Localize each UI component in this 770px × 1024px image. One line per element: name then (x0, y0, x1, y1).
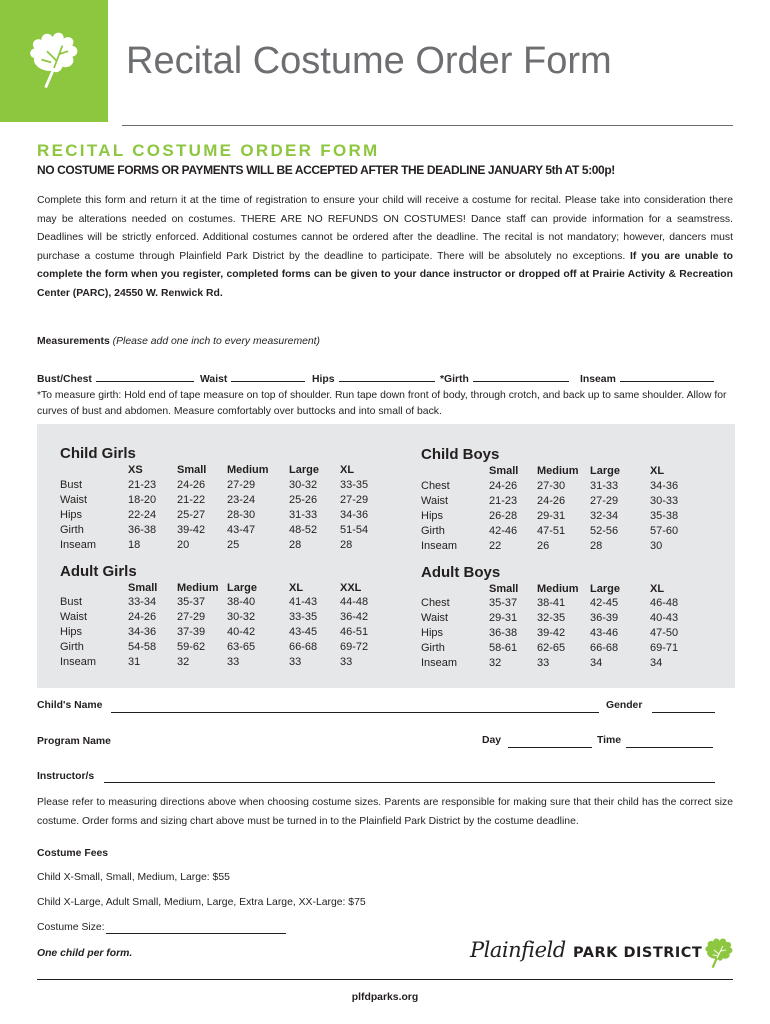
size-cell: 25-27 (177, 509, 206, 521)
hips-label: Hips (312, 374, 335, 385)
measurements-note: (Please add one inch to every measurement) (112, 336, 321, 347)
footer-url[interactable]: plfdparks.org (351, 992, 419, 1003)
logo-leaf-icon (703, 936, 735, 970)
size-cell: 21-23 (489, 495, 518, 507)
size-cell: 31-33 (289, 509, 318, 521)
oak-leaf-icon (19, 26, 89, 96)
size-cell: 48-52 (289, 524, 318, 536)
girth-label: *Girth (440, 374, 469, 385)
row-label: Waist (60, 494, 88, 506)
page-title: Recital Costume Order Form (126, 40, 612, 82)
size-cell: 30-32 (289, 479, 318, 491)
size-header: XXL (340, 582, 362, 594)
title-divider (122, 125, 733, 126)
row-label: Bust (60, 479, 83, 491)
size-cell: 32-35 (537, 612, 566, 624)
size-cell: 21-23 (128, 479, 157, 491)
size-cell: 29-31 (537, 510, 566, 522)
size-header: Small (128, 582, 158, 594)
size-cell: 25-26 (289, 494, 318, 506)
size-cell: 39-42 (537, 627, 566, 639)
size-cell: 36-42 (340, 611, 369, 623)
size-header: Large (227, 582, 257, 594)
size-cell: 37-39 (177, 626, 206, 638)
row-label: Girth (421, 642, 445, 654)
one-child-note: One child per form. (37, 948, 133, 959)
size-cell: 33 (340, 656, 353, 668)
size-cell: 34 (650, 657, 663, 669)
time-label: Time (597, 735, 622, 746)
size-cell: 47-51 (537, 525, 566, 537)
costume-size-label: Costume Size: (37, 922, 105, 933)
girth-blank[interactable] (473, 372, 569, 382)
row-label: Girth (421, 525, 445, 537)
row-label: Hips (421, 510, 444, 522)
size-cell: 21-22 (177, 494, 206, 506)
size-cell: 22-24 (128, 509, 157, 521)
size-cell: 33-34 (128, 596, 157, 608)
size-cell: 27-29 (340, 494, 369, 506)
size-cell: 39-42 (177, 524, 206, 536)
fee-item: Child X-Large, Adult Small, Medium, Large, Extra Large, XX-Large: $75 (37, 897, 366, 908)
size-cell: 58-61 (489, 642, 518, 654)
size-cell: 24-26 (489, 480, 518, 492)
size-cell: 52-56 (590, 525, 619, 537)
size-cell: 31 (128, 656, 141, 668)
size-cell: 25 (227, 539, 240, 551)
size-cell: 31-33 (590, 480, 619, 492)
size-cell: 42-45 (590, 597, 619, 609)
size-cell: 43-47 (227, 524, 256, 536)
intro-paragraph (37, 192, 733, 304)
size-cell: 33 (289, 656, 302, 668)
size-cell: 38-41 (537, 597, 566, 609)
size-cell: 62-65 (537, 642, 566, 654)
measurements-title (37, 336, 320, 347)
size-cell: 28 (590, 540, 603, 552)
logo-bold-text: PARK DISTRICT (573, 945, 703, 961)
size-cell: 33-35 (340, 479, 369, 491)
day-field[interactable] (508, 747, 592, 748)
size-cell: 46-48 (650, 597, 679, 609)
instructors-label: Instructor/s (37, 771, 95, 782)
header-leaf-panel (0, 0, 108, 122)
waist-field[interactable] (200, 372, 305, 385)
size-header: Large (590, 583, 620, 595)
size-header: XL (650, 583, 665, 595)
size-cell: 35-38 (650, 510, 679, 522)
intro-text: Complete this form and return it at the time of registration to ensure your child will receive a costume for recital. Please take into consideration there may be alterations needed on costumes. THERE ARE NO REFUNDS ON COSTUMES! Dance staff can provide information for a seamstress. Deadlines will be strictly enforced. Additional costumes cannot be ordered after the deadline. The recital is not mandatory; however, dancers must purchase a costume through Plainfield Park District by the deadline to participate. There will be absolutely no exceptions. (37, 195, 733, 262)
size-cell: 59-62 (177, 641, 206, 653)
row-label: Chest (421, 480, 450, 492)
size-header: Small (177, 464, 207, 476)
size-cell: 33-35 (289, 611, 318, 623)
size-cell: 32-34 (590, 510, 619, 522)
inseam-field[interactable] (580, 372, 714, 385)
childs-name-field[interactable] (111, 712, 599, 713)
size-header: Large (590, 465, 620, 477)
size-cell: 57-60 (650, 525, 679, 537)
bust-chest-label: Bust/Chest (37, 374, 92, 385)
footer-divider (37, 979, 733, 980)
size-cell: 30-33 (650, 495, 679, 507)
size-cell: 23-24 (227, 494, 256, 506)
size-header: Medium (227, 464, 269, 476)
size-header: XL (340, 464, 355, 476)
size-cell: 20 (177, 539, 190, 551)
size-cell: 51-54 (340, 524, 369, 536)
instructors-field[interactable] (104, 782, 715, 783)
row-label: Girth (60, 524, 84, 536)
size-cell: 18-20 (128, 494, 157, 506)
size-cell: 54-58 (128, 641, 157, 653)
size-chart-panel (37, 424, 735, 688)
deadline-notice: NO COSTUME FORMS OR PAYMENTS WILL BE ACCEPTED AFTER THE DEADLINE JANUARY 5th AT 5:00p! (37, 163, 615, 177)
size-header: Medium (177, 582, 219, 594)
size-cell: 27-29 (590, 495, 619, 507)
size-cell: 26 (537, 540, 550, 552)
row-label: Inseam (60, 539, 97, 551)
size-cell: 66-68 (289, 641, 318, 653)
size-cell: 26-28 (489, 510, 518, 522)
size-cell: 30 (650, 540, 663, 552)
size-cell: 34-36 (340, 509, 369, 521)
size-header: XL (650, 465, 665, 477)
size-cell: 18 (128, 539, 141, 551)
size-cell: 63-65 (227, 641, 256, 653)
child-girls-title: Child Girls (60, 445, 136, 462)
gender-label: Gender (606, 700, 643, 711)
size-cell: 24-26 (128, 611, 157, 623)
row-label: Waist (60, 611, 88, 623)
day-label: Day (482, 735, 502, 746)
size-cell: 47-50 (650, 627, 679, 639)
size-cell: 38-40 (227, 596, 256, 608)
size-cell: 27-29 (177, 611, 206, 623)
size-header: XS (128, 464, 143, 476)
park-district-logo (470, 936, 735, 976)
size-cell: 34-36 (128, 626, 157, 638)
waist-blank[interactable] (231, 372, 305, 382)
size-cell: 44-48 (340, 596, 369, 608)
row-label: Hips (421, 627, 444, 639)
size-cell: 27-30 (537, 480, 566, 492)
size-cell: 28 (340, 539, 353, 551)
gender-field[interactable] (652, 712, 715, 713)
size-cell: 40-43 (650, 612, 679, 624)
row-label: Waist (421, 612, 449, 624)
hips-field[interactable] (312, 372, 435, 385)
size-cell: 46-51 (340, 626, 369, 638)
childs-name-label: Child's Name (37, 700, 103, 711)
size-cell: 35-37 (177, 596, 206, 608)
size-cell: 36-39 (590, 612, 619, 624)
hips-blank[interactable] (339, 372, 435, 382)
size-header: XL (289, 582, 304, 594)
size-cell: 24-26 (537, 495, 566, 507)
adult-boys-title: Adult Boys (421, 564, 501, 581)
size-cell: 34 (590, 657, 603, 669)
size-cell: 43-46 (590, 627, 619, 639)
measurements-label: Measurements (37, 336, 110, 347)
costume-fees-title: Costume Fees (37, 848, 109, 859)
size-cell: 69-72 (340, 641, 369, 653)
size-cell: 24-26 (177, 479, 206, 491)
child-boys-title: Child Boys (421, 446, 500, 463)
size-cell: 29-31 (489, 612, 518, 624)
size-header: Medium (537, 583, 579, 595)
size-cell: 69-71 (650, 642, 679, 654)
size-cell: 33 (227, 656, 240, 668)
size-cell: 28-30 (227, 509, 256, 521)
row-label: Inseam (421, 657, 458, 669)
size-cell: 30-32 (227, 611, 256, 623)
size-cell: 28 (289, 539, 302, 551)
row-label: Hips (60, 509, 83, 521)
intro-bold-text: If you are unable to complete the form when you register, completed forms can be given to your dance instructor or dropped off at Prairie Activity & Recreation Center (PARC), 24550 W. Renwick Rd. (37, 250, 734, 299)
row-label: Inseam (60, 656, 97, 668)
row-label: Inseam (421, 540, 458, 552)
costume-size-field[interactable] (106, 933, 286, 934)
size-cell: 34-36 (650, 480, 679, 492)
time-field[interactable] (626, 747, 713, 748)
bust-chest-blank[interactable] (96, 372, 194, 382)
size-header: Large (289, 464, 319, 476)
size-cell: 33 (537, 657, 550, 669)
size-cell: 42-46 (489, 525, 518, 537)
row-label: Bust (60, 596, 83, 608)
row-label: Waist (421, 495, 449, 507)
row-label: Hips (60, 626, 83, 638)
size-cell: 36-38 (489, 627, 518, 639)
size-header: Medium (537, 465, 579, 477)
size-header: Small (489, 465, 519, 477)
size-cell: 22 (489, 540, 502, 552)
size-cell: 32 (489, 657, 502, 669)
size-header: Small (489, 583, 519, 595)
size-cell: 41-43 (289, 596, 318, 608)
waist-label: Waist (200, 374, 228, 385)
size-cell: 66-68 (590, 642, 619, 654)
size-cell: 32 (177, 656, 190, 668)
program-name-label: Program Name (37, 736, 111, 747)
size-cell: 27-29 (227, 479, 256, 491)
girth-field[interactable] (440, 372, 569, 385)
bust-chest-field[interactable] (37, 372, 194, 385)
size-cell: 43-45 (289, 626, 318, 638)
inseam-blank[interactable] (620, 372, 714, 382)
row-label: Girth (60, 641, 84, 653)
inseam-label: Inseam (580, 374, 616, 385)
logo-script-text: Plainfield (470, 938, 566, 962)
adult-girls-title: Adult Girls (60, 563, 137, 580)
form-heading: RECITAL COSTUME ORDER FORM (37, 141, 380, 160)
fee-item: Child X-Small, Small, Medium, Large: $55 (37, 872, 230, 883)
size-cell: 40-42 (227, 626, 256, 638)
refer-paragraph: Please refer to measuring directions above when choosing costume sizes. Parents are responsible for making sure that their child has the correct size costume. Order forms and sizing chart above must be turned in to the Plainfield Park District by the costume deadline. (37, 797, 733, 827)
size-cell: 36-38 (128, 524, 157, 536)
size-cell: 35-37 (489, 597, 518, 609)
girth-note: *To measure girth: Hold end of tape measure on top of shoulder. Run tape down front of body, through crotch, and back up to same shoulder. Allow for curves of bust and abdomen. Measure comfortably over buttocks and into small of back. (37, 390, 727, 417)
row-label: Chest (421, 597, 450, 609)
